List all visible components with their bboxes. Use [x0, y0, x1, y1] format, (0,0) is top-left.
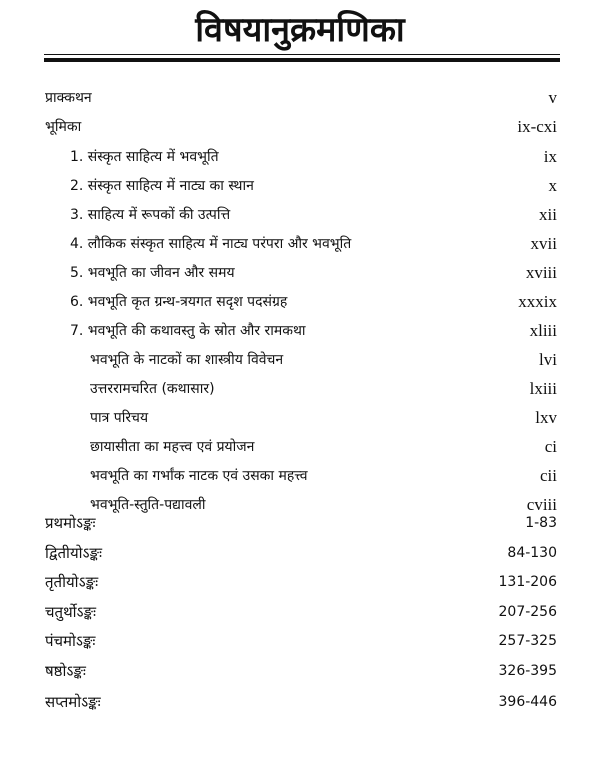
toc-entry-act-3[interactable]	[0, 570, 600, 594]
toc-entry-act-6[interactable]	[0, 659, 600, 683]
toc-entry-label: 6. भवभूति कृत ग्रन्थ-त्रयगत सदृश पदसंग्रह	[70, 294, 288, 310]
toc-entry-introduction[interactable]	[0, 115, 600, 139]
toc-entry-label: द्वितीयोऽङ्कः	[45, 544, 103, 562]
title-rule-thin	[44, 54, 560, 55]
toc-entry-label: 5. भवभूति का जीवन और समय	[70, 265, 235, 281]
toc-entry-page: ix	[543, 147, 557, 166]
toc-entry-page: 326-395	[498, 663, 557, 679]
toc-entry-page: xvii	[530, 234, 557, 253]
toc-entry-label: भवभूति-स्तुति-पद्यावली	[90, 497, 206, 513]
toc-entry-act-2[interactable]	[0, 541, 600, 565]
toc-entry-label: भवभूति के नाटकों का शास्त्रीय विवेचन	[90, 352, 284, 368]
toc-entry-label: चतुर्थोऽङ्कः	[45, 603, 97, 621]
toc-entry[interactable]	[0, 261, 600, 285]
toc-entry-label: प्राक्कथन	[45, 90, 92, 106]
toc-entry-page: xii	[539, 205, 557, 224]
toc-entry-page: 207-256	[498, 604, 557, 620]
title-rule-thick	[44, 58, 560, 62]
toc-entry-preface[interactable]	[0, 86, 600, 110]
toc-entry-label: 7. भवभूति की कथावस्तु के स्रोत और रामकथा	[70, 323, 306, 339]
toc-entry-label: 1. संस्कृत साहित्य में भवभूति	[70, 149, 219, 165]
toc-entry-page: ci	[544, 437, 557, 456]
toc-entry-label: 3. साहित्य में रूपकों की उत्पत्ति	[70, 207, 231, 223]
toc-entry-page: v	[548, 88, 557, 107]
toc-entry-label: भवभूति का गर्भांक नाटक एवं उसका महत्त्व	[90, 468, 308, 484]
toc-entry[interactable]	[0, 203, 600, 227]
toc-entry-page: xliii	[529, 321, 557, 340]
toc-entry-label: 4. लौकिक संस्कृत साहित्य में नाट्य परंपरा और भवभूति	[70, 236, 352, 252]
toc-entry-page: 1-83	[525, 515, 557, 531]
toc-entry-page: lvi	[539, 350, 557, 369]
toc-entry-page: x	[548, 176, 557, 195]
toc-entry-act-5[interactable]	[0, 629, 600, 653]
toc-entry-label: पंचमोऽङ्कः	[45, 632, 96, 650]
toc-entry-page: xxxix	[518, 292, 557, 311]
toc-entry[interactable]	[0, 145, 600, 169]
toc-entry-page: 396-446	[498, 694, 557, 710]
toc-entry[interactable]	[0, 232, 600, 256]
toc-entry-page: xviii	[525, 263, 557, 282]
toc-entry-page: 131-206	[498, 574, 557, 590]
toc-entry-label: 2. संस्कृत साहित्य में नाट्य का स्थान	[70, 178, 254, 194]
toc-entry[interactable]	[0, 406, 600, 430]
toc-entry-page: 84-130	[507, 545, 557, 561]
toc-entry-page: cii	[540, 466, 557, 485]
toc-entry[interactable]	[0, 290, 600, 314]
toc-entry[interactable]	[0, 319, 600, 343]
toc-entry-label: उत्तररामचरित (कथासार)	[90, 381, 215, 397]
toc-entry[interactable]	[0, 174, 600, 198]
toc-entry-label: पात्र परिचय	[90, 410, 149, 426]
toc-entry-label: प्रथमोऽङ्कः	[45, 514, 96, 532]
toc-entry-label: षष्ठोऽङ्कः	[45, 662, 86, 680]
toc-entry[interactable]	[0, 464, 600, 488]
toc-entry[interactable]	[0, 348, 600, 372]
toc-entry[interactable]	[0, 377, 600, 401]
toc-entry-act-4[interactable]	[0, 600, 600, 624]
toc-entry-label: सप्तमोऽङ्कः	[45, 693, 101, 711]
toc-entry-act-1[interactable]	[0, 511, 600, 535]
toc-entry-act-7[interactable]	[0, 690, 600, 714]
toc-entry-page: ix-cxi	[517, 117, 557, 136]
toc-entry[interactable]	[0, 435, 600, 459]
toc-entry-label: छायासीता का महत्त्व एवं प्रयोजन	[90, 439, 255, 455]
toc-entry-page: 257-325	[498, 633, 557, 649]
toc-entry-page: lxiii	[529, 379, 557, 398]
toc-entry-label: भूमिका	[45, 119, 82, 135]
page-title: विषयानुक्रमणिका	[195, 10, 405, 50]
toc-entry-page: lxv	[535, 408, 557, 427]
toc-entry-label: तृतीयोऽङ्कः	[45, 573, 99, 591]
toc-entry-page: cviii	[526, 495, 557, 514]
